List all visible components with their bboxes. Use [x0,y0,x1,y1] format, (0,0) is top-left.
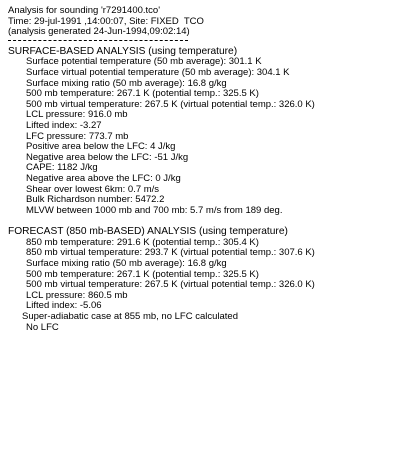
surface-line: Surface virtual potential temperature (50 mb average): 304.1 K [26,66,290,78]
forecast-line: Surface mixing ratio (50 mb average): 16.8 g/kg [26,258,227,270]
forecast-line: 850 mb virtual temperature: 293.7 K (virtual potential temp.: 307.6 K) [26,247,315,259]
report-time-site: Time: 29-jul-1991 ,14:00:07, Site: FIXED TCO [8,15,204,27]
surface-line: 500 mb temperature: 267.1 K (potential temp.: 325.5 K) [26,88,259,100]
surface-line: Negative area below the LFC: -51 J/kg [26,151,189,163]
forecast-line: 850 mb temperature: 291.6 K (potential temp.: 305.4 K) [26,236,259,248]
surface-line: Surface potential temperature (50 mb average): 301.1 K [26,56,262,68]
header-divider [8,40,188,42]
report-generated: (analysis generated 24-Jun-1994,09:02:14) [8,26,190,38]
surface-line: Positive area below the LFC: 4 J/kg [26,141,176,153]
report-title: Analysis for sounding 'r7291400.tco' [8,5,161,16]
forecast-line: 500 mb virtual temperature: 267.5 K (virtual potential temp.: 326.0 K) [26,279,315,291]
surface-section-title: SURFACE-BASED ANALYSIS (using temperature) [8,45,238,57]
forecast-line: Lifted index: -5.06 [26,300,102,312]
sounding-analysis-report [8,6,416,333]
section-gap [8,216,416,222]
surface-line: MLVW between 1000 mb and 700 mb: 5.7 m/s from 189 deg. [26,204,283,216]
forecast-note: Super-adiabatic case at 855 mb, no LFC calculated [22,311,238,323]
surface-line: Shear over lowest 6km: 0.7 m/s [26,183,160,195]
forecast-note: No LFC [26,321,59,333]
surface-line: Surface mixing ratio (50 mb average): 16.8 g/kg [26,77,227,89]
surface-line: Lifted index: -3.27 [26,119,102,131]
forecast-line: LCL pressure: 860.5 mb [26,289,128,301]
surface-line: LFC pressure: 773.7 mb [26,130,129,142]
surface-line: 500 mb virtual temperature: 267.5 K (virtual potential temp.: 326.0 K) [26,98,315,110]
surface-line: CAPE: 1182 J/kg [26,162,98,174]
forecast-section-title: FORECAST (850 mb-BASED) ANALYSIS (using temperature) [8,226,288,238]
forecast-line: 500 mb temperature: 267.1 K (potential temp.: 325.5 K) [26,268,259,280]
surface-line: LCL pressure: 916.0 mb [26,109,128,121]
surface-line: Negative area above the LFC: 0 J/kg [26,172,181,184]
surface-line: Bulk Richardson number: 5472.2 [26,194,165,206]
